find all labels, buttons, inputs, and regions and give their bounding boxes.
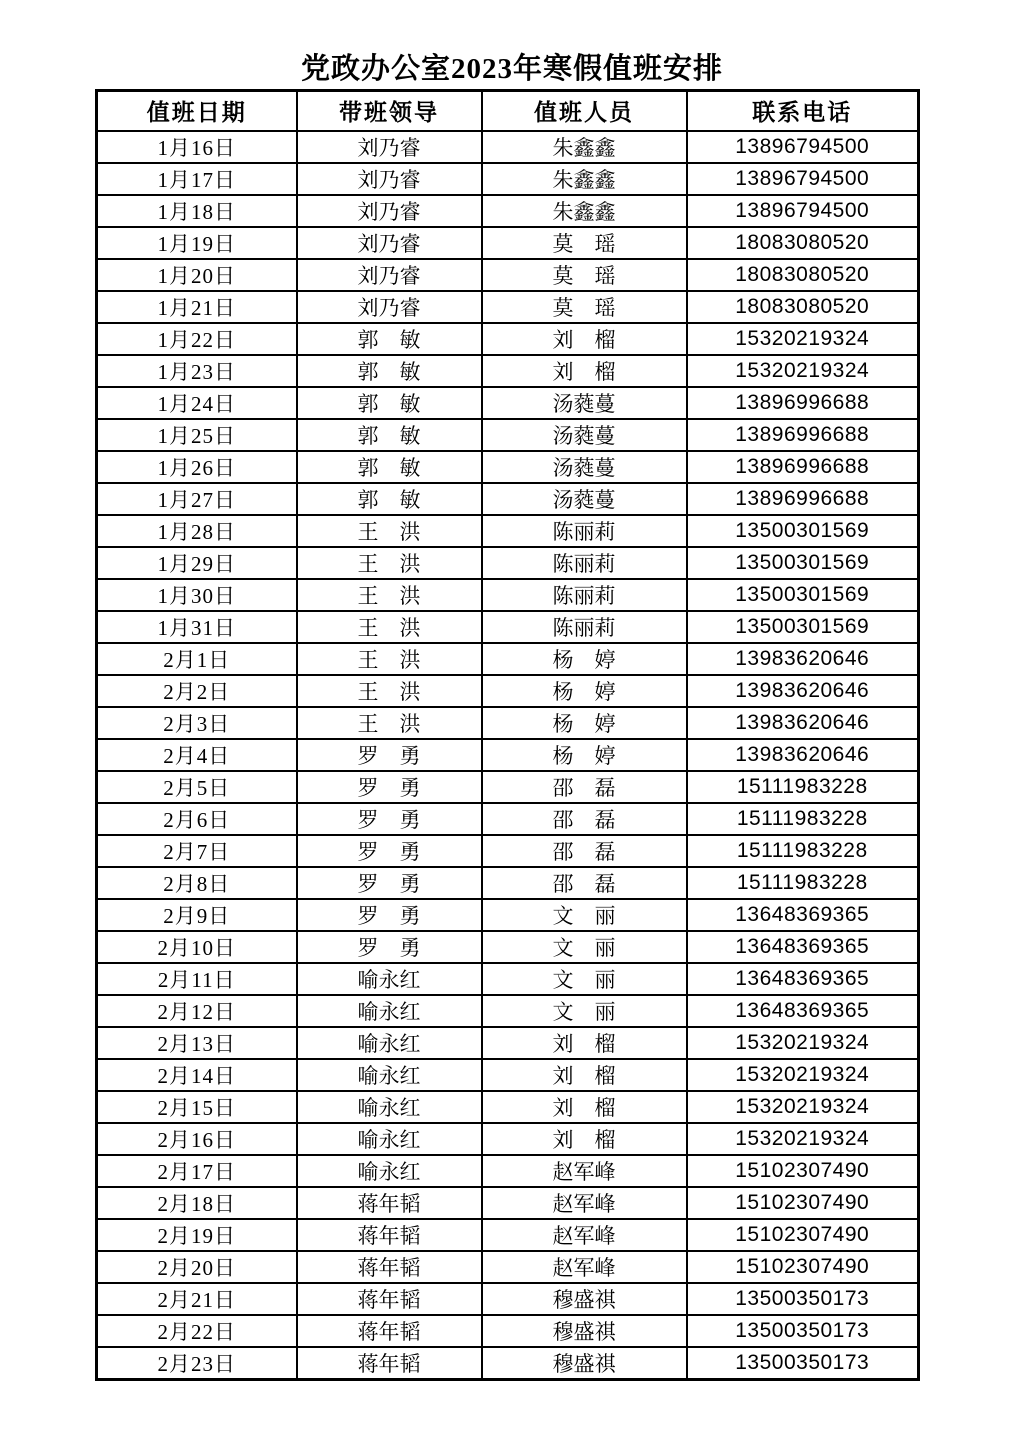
cell-contact-phone: 15102307490 — [687, 1219, 919, 1251]
cell-contact-phone: 13983620646 — [687, 739, 919, 771]
cell-contact-phone: 15320219324 — [687, 355, 919, 387]
table-row — [97, 1347, 919, 1380]
cell-duty-date: 2月19日 — [97, 1219, 297, 1251]
cell-leader-on-duty: 喻永红 — [297, 995, 482, 1027]
cell-leader-on-duty: 郭 敏 — [297, 355, 482, 387]
cell-contact-phone: 18083080520 — [687, 291, 919, 323]
cell-contact-phone: 15320219324 — [687, 1123, 919, 1155]
cell-duty-personnel: 赵军峰 — [482, 1251, 687, 1283]
cell-leader-on-duty: 罗 勇 — [297, 867, 482, 899]
cell-duty-personnel: 刘 榴 — [482, 1123, 687, 1155]
cell-leader-on-duty: 刘乃睿 — [297, 131, 482, 163]
cell-duty-personnel: 刘 榴 — [482, 1059, 687, 1091]
cell-duty-personnel: 刘 榴 — [482, 323, 687, 355]
cell-duty-personnel: 杨 婷 — [482, 643, 687, 675]
cell-leader-on-duty: 罗 勇 — [297, 835, 482, 867]
header-duty-date: 值班日期 — [97, 91, 297, 131]
cell-leader-on-duty: 王 洪 — [297, 611, 482, 643]
table-row — [97, 771, 919, 803]
cell-leader-on-duty: 王 洪 — [297, 643, 482, 675]
cell-duty-personnel: 杨 婷 — [482, 739, 687, 771]
cell-duty-date: 1月30日 — [97, 579, 297, 611]
cell-duty-personnel: 文 丽 — [482, 995, 687, 1027]
header-row — [97, 91, 919, 131]
table-row — [97, 643, 919, 675]
cell-duty-date: 1月21日 — [97, 291, 297, 323]
cell-leader-on-duty: 喻永红 — [297, 1091, 482, 1123]
cell-contact-phone: 13648369365 — [687, 931, 919, 963]
table-row — [97, 451, 919, 483]
cell-duty-personnel: 邵 磊 — [482, 835, 687, 867]
cell-duty-personnel: 文 丽 — [482, 931, 687, 963]
cell-contact-phone: 13896794500 — [687, 195, 919, 227]
cell-duty-personnel: 莫 瑶 — [482, 227, 687, 259]
table-row — [97, 579, 919, 611]
cell-leader-on-duty: 郭 敏 — [297, 323, 482, 355]
table-row — [97, 515, 919, 547]
cell-leader-on-duty: 王 洪 — [297, 675, 482, 707]
cell-contact-phone: 18083080520 — [687, 259, 919, 291]
cell-contact-phone: 13500301569 — [687, 611, 919, 643]
cell-contact-phone: 13983620646 — [687, 707, 919, 739]
cell-duty-personnel: 赵军峰 — [482, 1155, 687, 1187]
cell-leader-on-duty: 郭 敏 — [297, 419, 482, 451]
cell-contact-phone: 13500301569 — [687, 579, 919, 611]
table-row — [97, 291, 919, 323]
cell-leader-on-duty: 郭 敏 — [297, 451, 482, 483]
cell-contact-phone: 15102307490 — [687, 1251, 919, 1283]
cell-contact-phone: 13500301569 — [687, 515, 919, 547]
table-row — [97, 739, 919, 771]
cell-duty-personnel: 穆盛祺 — [482, 1283, 687, 1315]
cell-duty-date: 1月18日 — [97, 195, 297, 227]
cell-duty-personnel: 赵军峰 — [482, 1219, 687, 1251]
table-row — [97, 195, 919, 227]
cell-contact-phone: 15102307490 — [687, 1187, 919, 1219]
cell-duty-date: 2月9日 — [97, 899, 297, 931]
cell-leader-on-duty: 蒋年韬 — [297, 1187, 482, 1219]
cell-duty-date: 2月23日 — [97, 1347, 297, 1380]
cell-contact-phone: 13500350173 — [687, 1315, 919, 1347]
table-row — [97, 1283, 919, 1315]
table-row — [97, 1155, 919, 1187]
table-row — [97, 1123, 919, 1155]
cell-duty-personnel: 莫 瑶 — [482, 291, 687, 323]
cell-contact-phone: 13896794500 — [687, 163, 919, 195]
cell-contact-phone: 15320219324 — [687, 1027, 919, 1059]
cell-leader-on-duty: 罗 勇 — [297, 931, 482, 963]
cell-duty-personnel: 邵 磊 — [482, 803, 687, 835]
table-row — [97, 547, 919, 579]
cell-duty-personnel: 文 丽 — [482, 899, 687, 931]
cell-contact-phone: 15111983228 — [687, 803, 919, 835]
cell-duty-personnel: 陈丽莉 — [482, 547, 687, 579]
cell-leader-on-duty: 喻永红 — [297, 963, 482, 995]
header-contact-phone: 联系电话 — [687, 91, 919, 131]
header-leader-on-duty: 带班领导 — [297, 91, 482, 131]
cell-duty-date: 2月15日 — [97, 1091, 297, 1123]
cell-duty-personnel: 邵 磊 — [482, 771, 687, 803]
cell-contact-phone: 15102307490 — [687, 1155, 919, 1187]
cell-duty-personnel: 文 丽 — [482, 963, 687, 995]
cell-duty-date: 2月17日 — [97, 1155, 297, 1187]
cell-duty-date: 1月26日 — [97, 451, 297, 483]
cell-duty-date: 1月17日 — [97, 163, 297, 195]
cell-duty-personnel: 杨 婷 — [482, 707, 687, 739]
cell-duty-date: 1月20日 — [97, 259, 297, 291]
cell-duty-personnel: 刘 榴 — [482, 355, 687, 387]
cell-duty-date: 2月4日 — [97, 739, 297, 771]
cell-contact-phone: 15320219324 — [687, 323, 919, 355]
cell-contact-phone: 13500350173 — [687, 1347, 919, 1380]
table-row — [97, 1251, 919, 1283]
cell-leader-on-duty: 罗 勇 — [297, 771, 482, 803]
cell-duty-date: 2月2日 — [97, 675, 297, 707]
table-row — [97, 899, 919, 931]
cell-leader-on-duty: 罗 勇 — [297, 803, 482, 835]
table-row — [97, 675, 919, 707]
cell-leader-on-duty: 刘乃睿 — [297, 259, 482, 291]
cell-duty-date: 2月1日 — [97, 643, 297, 675]
cell-contact-phone: 13500350173 — [687, 1283, 919, 1315]
table-row — [97, 323, 919, 355]
cell-contact-phone: 13983620646 — [687, 643, 919, 675]
cell-contact-phone: 15320219324 — [687, 1059, 919, 1091]
table-row — [97, 419, 919, 451]
table-row — [97, 1059, 919, 1091]
cell-duty-date: 1月28日 — [97, 515, 297, 547]
cell-duty-date: 2月22日 — [97, 1315, 297, 1347]
cell-contact-phone: 13648369365 — [687, 963, 919, 995]
cell-duty-personnel: 刘 榴 — [482, 1091, 687, 1123]
cell-leader-on-duty: 刘乃睿 — [297, 195, 482, 227]
table-row — [97, 1219, 919, 1251]
cell-contact-phone: 13896996688 — [687, 419, 919, 451]
cell-duty-personnel: 朱鑫鑫 — [482, 163, 687, 195]
table-row — [97, 355, 919, 387]
cell-contact-phone: 13896996688 — [687, 483, 919, 515]
cell-leader-on-duty: 罗 勇 — [297, 899, 482, 931]
table-row — [97, 931, 919, 963]
cell-leader-on-duty: 刘乃睿 — [297, 163, 482, 195]
cell-leader-on-duty: 刘乃睿 — [297, 227, 482, 259]
cell-contact-phone: 15111983228 — [687, 835, 919, 867]
cell-duty-date: 1月27日 — [97, 483, 297, 515]
cell-duty-date: 2月7日 — [97, 835, 297, 867]
cell-duty-date: 2月16日 — [97, 1123, 297, 1155]
cell-duty-date: 2月12日 — [97, 995, 297, 1027]
cell-duty-date: 1月31日 — [97, 611, 297, 643]
cell-leader-on-duty: 蒋年韬 — [297, 1219, 482, 1251]
table-row — [97, 387, 919, 419]
cell-leader-on-duty: 刘乃睿 — [297, 291, 482, 323]
table-row — [97, 867, 919, 899]
cell-duty-date: 2月20日 — [97, 1251, 297, 1283]
cell-contact-phone: 15111983228 — [687, 771, 919, 803]
cell-duty-date: 2月11日 — [97, 963, 297, 995]
cell-duty-date: 1月25日 — [97, 419, 297, 451]
table-row — [97, 483, 919, 515]
table-row — [97, 707, 919, 739]
cell-contact-phone: 13896794500 — [687, 131, 919, 163]
cell-contact-phone: 15320219324 — [687, 1091, 919, 1123]
cell-duty-personnel: 刘 榴 — [482, 1027, 687, 1059]
table-row — [97, 1091, 919, 1123]
cell-duty-date: 2月13日 — [97, 1027, 297, 1059]
cell-leader-on-duty: 蒋年韬 — [297, 1347, 482, 1380]
cell-leader-on-duty: 王 洪 — [297, 547, 482, 579]
cell-leader-on-duty: 郭 敏 — [297, 387, 482, 419]
table-row — [97, 1187, 919, 1219]
cell-duty-date: 1月22日 — [97, 323, 297, 355]
cell-duty-personnel: 汤蕤蔓 — [482, 451, 687, 483]
cell-contact-phone: 13500301569 — [687, 547, 919, 579]
cell-duty-personnel: 汤蕤蔓 — [482, 483, 687, 515]
document-title: 党政办公室2023年寒假值班安排 — [300, 53, 723, 85]
cell-duty-date: 2月14日 — [97, 1059, 297, 1091]
cell-duty-date: 2月10日 — [97, 931, 297, 963]
cell-contact-phone: 18083080520 — [687, 227, 919, 259]
table-row — [97, 835, 919, 867]
cell-duty-personnel: 汤蕤蔓 — [482, 419, 687, 451]
cell-leader-on-duty: 王 洪 — [297, 515, 482, 547]
cell-contact-phone: 13648369365 — [687, 899, 919, 931]
header-duty-personnel: 值班人员 — [482, 91, 687, 131]
table-row — [97, 803, 919, 835]
cell-duty-date: 2月3日 — [97, 707, 297, 739]
cell-duty-date: 2月8日 — [97, 867, 297, 899]
cell-duty-personnel: 陈丽莉 — [482, 579, 687, 611]
cell-duty-personnel: 赵军峰 — [482, 1187, 687, 1219]
cell-duty-personnel: 陈丽莉 — [482, 515, 687, 547]
table-row — [97, 163, 919, 195]
cell-duty-date: 2月18日 — [97, 1187, 297, 1219]
table-row — [97, 611, 919, 643]
cell-duty-date: 2月21日 — [97, 1283, 297, 1315]
table-row — [97, 131, 919, 163]
table-row — [97, 995, 919, 1027]
cell-contact-phone: 13983620646 — [687, 675, 919, 707]
cell-leader-on-duty: 喻永红 — [297, 1059, 482, 1091]
cell-duty-date: 2月6日 — [97, 803, 297, 835]
cell-duty-date: 1月23日 — [97, 355, 297, 387]
cell-leader-on-duty: 喻永红 — [297, 1123, 482, 1155]
cell-contact-phone: 13648369365 — [687, 995, 919, 1027]
table-body — [97, 131, 919, 1380]
cell-contact-phone: 13896996688 — [687, 451, 919, 483]
cell-duty-personnel: 陈丽莉 — [482, 611, 687, 643]
table-row — [97, 259, 919, 291]
cell-duty-date: 2月5日 — [97, 771, 297, 803]
cell-duty-personnel: 邵 磊 — [482, 867, 687, 899]
table-row — [97, 1027, 919, 1059]
cell-leader-on-duty: 蒋年韬 — [297, 1315, 482, 1347]
duty-schedule-table — [95, 89, 920, 1381]
cell-leader-on-duty: 郭 敏 — [297, 483, 482, 515]
table-row — [97, 1315, 919, 1347]
cell-contact-phone: 13896996688 — [687, 387, 919, 419]
cell-leader-on-duty: 罗 勇 — [297, 739, 482, 771]
cell-leader-on-duty: 蒋年韬 — [297, 1283, 482, 1315]
cell-duty-personnel: 穆盛祺 — [482, 1315, 687, 1347]
cell-contact-phone: 15111983228 — [687, 867, 919, 899]
cell-duty-personnel: 莫 瑶 — [482, 259, 687, 291]
cell-leader-on-duty: 王 洪 — [297, 579, 482, 611]
cell-duty-personnel: 杨 婷 — [482, 675, 687, 707]
cell-leader-on-duty: 蒋年韬 — [297, 1251, 482, 1283]
cell-leader-on-duty: 喻永红 — [297, 1027, 482, 1059]
table-row — [97, 963, 919, 995]
cell-duty-date: 1月16日 — [97, 131, 297, 163]
cell-leader-on-duty: 喻永红 — [297, 1155, 482, 1187]
cell-duty-date: 1月24日 — [97, 387, 297, 419]
cell-duty-date: 1月29日 — [97, 547, 297, 579]
cell-duty-personnel: 朱鑫鑫 — [482, 195, 687, 227]
cell-leader-on-duty: 王 洪 — [297, 707, 482, 739]
cell-duty-date: 1月19日 — [97, 227, 297, 259]
cell-duty-personnel: 汤蕤蔓 — [482, 387, 687, 419]
cell-duty-personnel: 朱鑫鑫 — [482, 131, 687, 163]
cell-duty-personnel: 穆盛祺 — [482, 1347, 687, 1380]
table-row — [97, 227, 919, 259]
